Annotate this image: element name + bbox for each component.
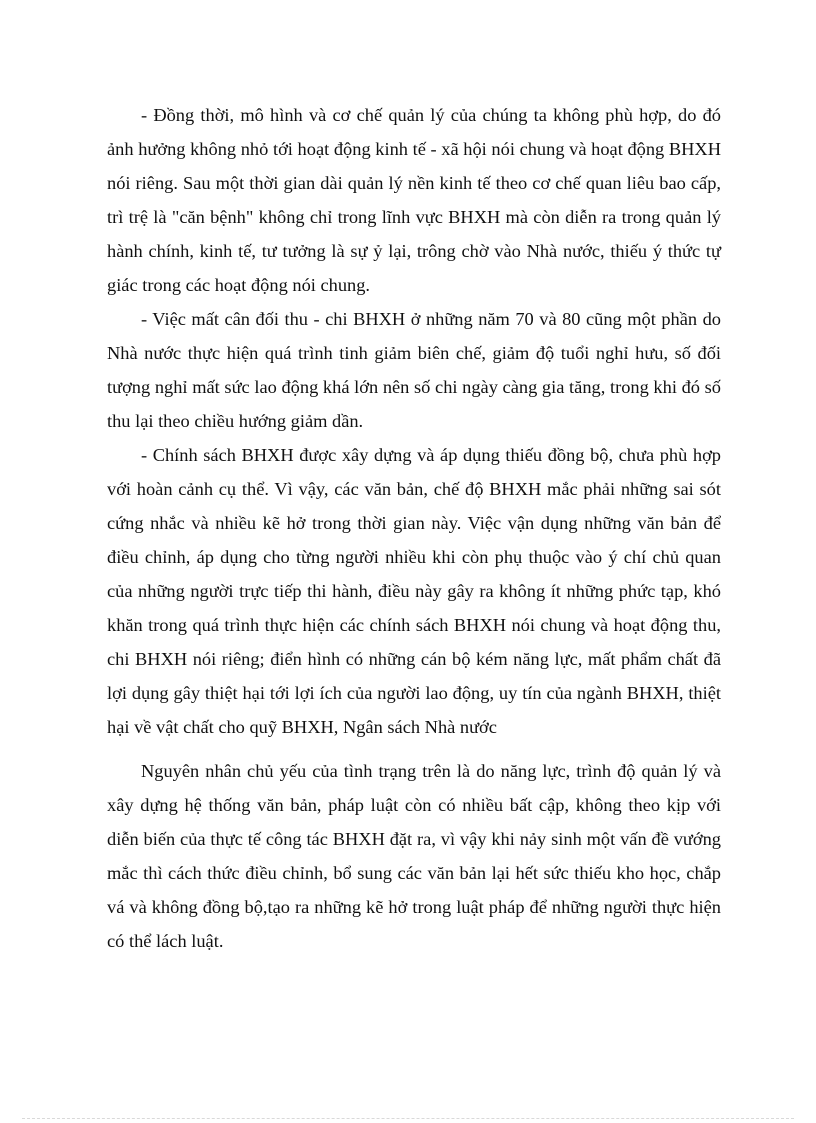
- paragraph-revenue-imbalance: - Việc mất cân đối thu - chi BHXH ở những năm 70 và 80 cũng một phần do Nhà nước thực hiện quá trình tinh giảm biên chế, giảm độ tuổi nghỉ hưu, số đối tượng nghỉ mất sức lao động khá lớn nên số chi ngày càng gia tăng, trong khi đó số thu lại theo chiều hướng giảm dần.: [107, 309, 721, 431]
- document-body: [107, 98, 721, 958]
- paragraph-policy-inconsistency: - Chính sách BHXH được xây dựng và áp dụng thiếu đồng bộ, chưa phù hợp với hoàn cảnh cụ thể. Vì vậy, các văn bản, chế độ BHXH mắc phải những sai sót cứng nhắc và nhiều kẽ hở trong thời gian này. Việc vận dụng những văn bản để điều chỉnh, áp dụng cho từng người nhiều khi còn phụ thuộc vào ý chí chủ quan của những người trực tiếp thi hành, điều này gây ra không ít những phức tạp, khó khăn trong quá trình thực hiện các chính sách BHXH nói chung và hoạt động thu, chi BHXH nói riêng; điển hình có những cán bộ kém năng lực, mất phẩm chất đã lợi dụng gây thiệt hại tới lợi ích của người lao động, uy tín của ngành BHXH, thiệt hại về vật chất cho quỹ BHXH, Ngân sách Nhà nước: [107, 445, 721, 737]
- page-bottom-rule: [22, 1118, 794, 1119]
- paragraph-management-mechanism: - Đồng thời, mô hình và cơ chế quản lý của chúng ta không phù hợp, do đó ảnh hưởng không nhỏ tới hoạt động kinh tế - xã hội nói chung và hoạt động BHXH nói riêng. Sau một thời gian dài quản lý nền kinh tế theo cơ chế quan liêu bao cấp, trì trệ là "căn bệnh" không chỉ trong lĩnh vực BHXH mà còn diễn ra trong quản lý hành chính, kinh tế, tư tưởng là sự ỷ lại, trông chờ vào Nhà nước, thiếu ý thức tự giác trong các hoạt động nói chung.: [107, 105, 721, 295]
- paragraph-main-cause: Nguyên nhân chủ yếu của tình trạng trên là do năng lực, trình độ quản lý và xây dựng hệ thống văn bản, pháp luật còn có nhiều bất cập, không theo kịp với diễn biến của thực tế công tác BHXH đặt ra, vì vậy khi nảy sinh một vấn đề vướng mắc thì cách thức điều chỉnh, bổ sung các văn bản lại hết sức thiếu kho học, chắp vá và không đồng bộ,tạo ra những kẽ hở trong luật pháp để những người thực hiện có thể lách luật.: [107, 761, 721, 951]
